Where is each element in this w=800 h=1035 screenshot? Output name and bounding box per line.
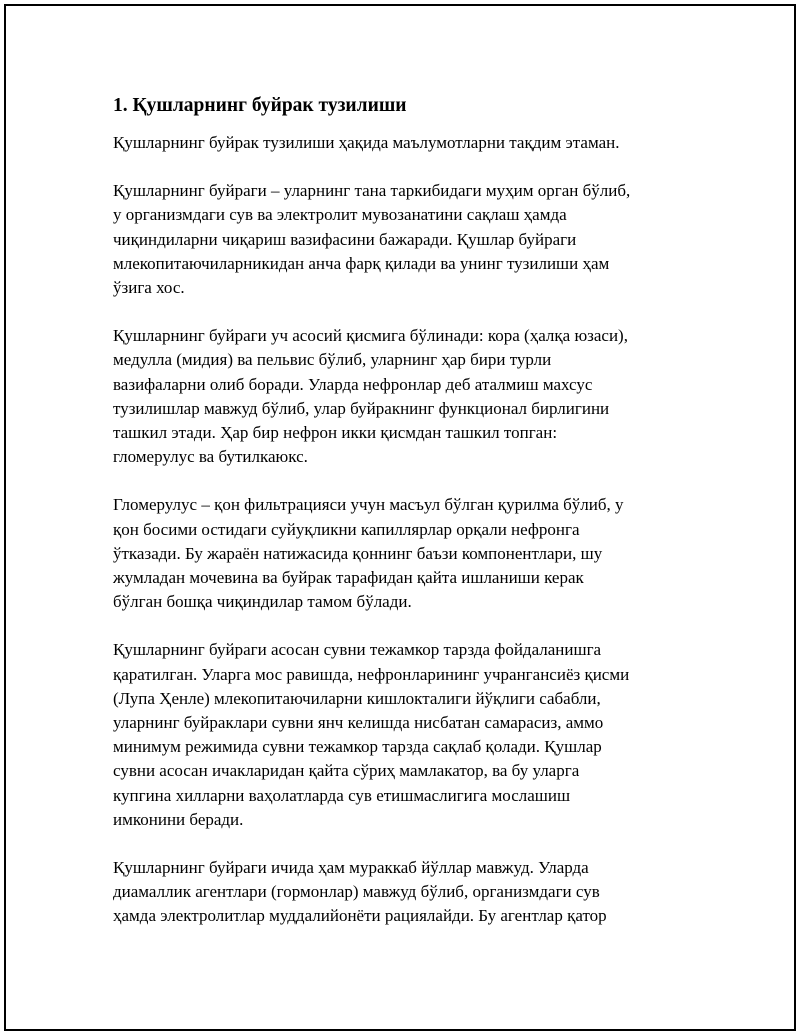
- text-line: ўтказади. Бу жараён натижасида қоннинг баъзи компонентлари, шу: [113, 543, 603, 563]
- text-line: ҳамда электролитлар муддалийонёти рациялайди. Бу агентлар қатор: [113, 906, 607, 926]
- paragraph-kidney-parts: [113, 324, 693, 469]
- text-line: вазифаларни олиб боради. Уларда нефронлар деб аталмиш махсус: [113, 374, 593, 394]
- text-line: млекопитаючиларникидан анча фарқ қилади ва унинг тузилиши ҳам: [113, 253, 610, 273]
- document-body: [113, 92, 693, 953]
- text-line: Қушларнинг буйрак тузилиши ҳақида маълумотларни тақдим этаман.: [113, 133, 620, 152]
- text-line: ташкил этади. Ҳар бир нефрон икки қисмдан ташкил топган:: [113, 423, 558, 443]
- text-line: Гломерулус – қон фильтрацияси учун масъул бўлган қурилма бўлиб, у: [113, 495, 624, 515]
- paragraph-glomerulus: [113, 493, 693, 614]
- text-line: жумладан мочевина ва буйрак тарафидан қайта ишланиши керак: [113, 568, 584, 588]
- text-line: бўлган бошқа чиқиндилар тамом бўлади.: [113, 592, 412, 612]
- text-line: медулла (мидия) ва пельвис бўлиб, уларнинг ҳар бири турли: [113, 350, 552, 370]
- section-heading: 1. Қушларнинг буйрак тузилиши: [113, 95, 407, 116]
- text-line: диамаллик агентлари (гормонлар) мавжуд бўлиб, организмдаги сув: [113, 882, 600, 902]
- text-line: купгина хилларни ваҳолатларда сув етишмаслигига мослашиш: [113, 785, 571, 805]
- text-line: (Лупа Ҳенле) млекопитаючиларни кишлокталиги йўқлиги сабабли,: [113, 688, 601, 708]
- text-line: Қушларнинг буйраги ичида ҳам мураккаб йўллар мавжуд. Уларда: [113, 858, 589, 878]
- text-line: Қушларнинг буйраги асосан сувни тежамкор тарзда фойдаланишга: [113, 640, 602, 660]
- text-line: гломерулус ва бутилкаюкс.: [113, 447, 308, 467]
- text-line: ўзига хос.: [113, 278, 185, 298]
- text-line: чиқиндиларни чиқариш вазифасини бажаради. Қушлар буйраги: [113, 229, 577, 249]
- text-line: Қушларнинг буйраги – уларнинг тана таркибидаги муҳим орган бўлиб,: [113, 181, 631, 201]
- paragraph-water-economy: [113, 638, 693, 832]
- text-line: уларнинг буйраклари сувни янч келишда нисбатан самарасиз, аммо: [113, 713, 604, 733]
- text-line: минимум режимида сувни тежамкор тарзда сақлаб қолади. Қушлар: [113, 737, 602, 757]
- text-line: имконини беради.: [113, 809, 244, 829]
- text-line: сувни асосан ичакларидан қайта сўриҳ мамлакатор, ва бу уларга: [113, 761, 580, 781]
- text-line: Қушларнинг буйраги уч асосий қисмига бўлинади: кора (ҳалқа юзаси),: [113, 326, 628, 346]
- text-line: у организмдаги сув ва электролит мувозанатини сақлаш ҳамда: [113, 205, 567, 225]
- text-line: қаратилган. Уларга мос равишда, нефронларининг учрангансиёз қисми: [113, 664, 630, 684]
- paragraph-hormones: [113, 856, 693, 929]
- text-line: қон босими остидаги суйуқликни капиллярлар орқали нефронга: [113, 519, 580, 539]
- paragraph-kidney-function: [113, 179, 693, 300]
- paragraph-intro: [113, 131, 693, 155]
- text-line: тузилишлар мавжуд бўлиб, улар буйракнинг функционал бирлигини: [113, 398, 610, 418]
